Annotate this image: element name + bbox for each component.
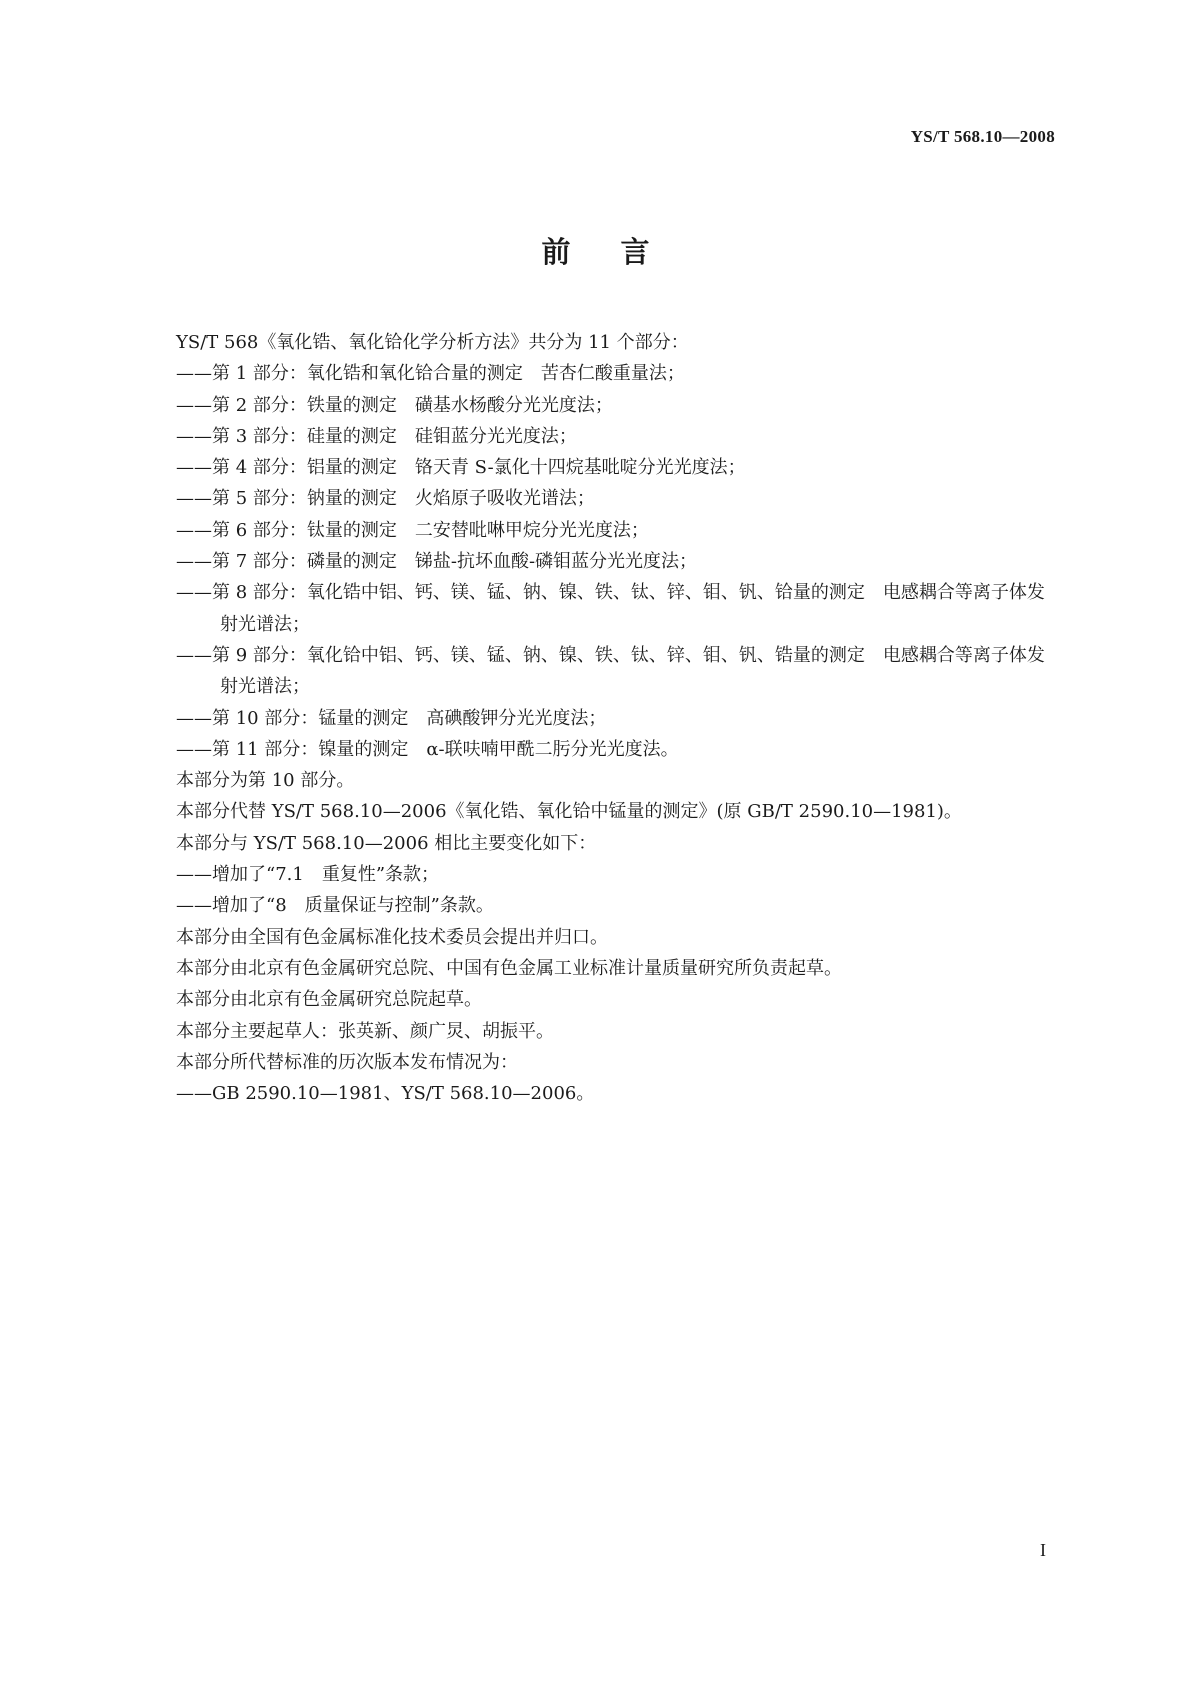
paragraph: 本部分由全国有色金属标准化技术委员会提出并归口。 <box>176 926 608 948</box>
list-item: ——GB 2590.10—1981、YS/T 568.10—2006。 <box>176 1083 595 1105</box>
paragraph: 本部分与 YS/T 568.10—2006 相比主要变化如下： <box>176 832 597 854</box>
paragraph: 本部分由北京有色金属研究总院、中国有色金属工业标准计量质量研究所负责起草。 <box>176 957 842 979</box>
paragraph: 本部分代替 YS/T 568.10—2006《氧化锆、氧化铪中锰量的测定》(原 GB/T 2590.10—1981)。 <box>176 801 962 823</box>
list-item: ——第 8 部分：氧化锆中铝、钙、镁、锰、钠、镍、铁、钛、锌、钼、钒、铪量的测定 电感耦合等离子体发射光谱法； <box>176 582 1045 635</box>
list-item: ——第 6 部分：钛量的测定 二安替吡啉甲烷分光光度法； <box>176 519 649 541</box>
paragraph: YS/T 568《氧化锆、氧化铪化学分析方法》共分为 11 个部分： <box>176 332 689 353</box>
foreword-body <box>176 327 1056 1109</box>
list-item: ——第 2 部分：铁量的测定 磺基水杨酸分光光度法； <box>176 394 613 416</box>
list-item: ——第 3 部分：硅量的测定 硅钼蓝分光光度法； <box>176 425 577 447</box>
paragraph: 本部分所代替标准的历次版本发布情况为： <box>176 1051 518 1073</box>
list-item: ——第 7 部分：磷量的测定 锑盐-抗坏血酸-磷钼蓝分光光度法； <box>176 551 698 573</box>
standard-number: YS/T 568.10—2008 <box>910 127 1055 146</box>
list-item: ——第 10 部分：锰量的测定 高碘酸钾分光光度法； <box>176 707 607 729</box>
list-item: ——第 11 部分：镍量的测定 α-联呋喃甲酰二肟分光光度法。 <box>176 738 679 760</box>
list-item: ——第 9 部分：氧化铪中铝、钙、镁、锰、钠、镍、铁、钛、锌、钼、钒、锆量的测定 电感耦合等离子体发射光谱法； <box>176 644 1045 698</box>
list-item: ——第 1 部分：氧化锆和氧化铪合量的测定 苦杏仁酸重量法； <box>176 363 685 385</box>
list-item: ——增加了“8 质量保证与控制”条款。 <box>176 895 494 917</box>
paragraph: 本部分由北京有色金属研究总院起草。 <box>176 989 482 1011</box>
page-title: 前言 <box>541 235 700 269</box>
list-item: ——第 5 部分：钠量的测定 火焰原子吸收光谱法； <box>176 488 595 510</box>
list-item: ——第 4 部分：铝量的测定 铬天青 S-氯化十四烷基吡啶分光光度法； <box>176 457 746 479</box>
paragraph: 本部分为第 10 部分。 <box>176 770 355 792</box>
paragraph: 本部分主要起草人：张英新、颜广炅、胡振平。 <box>176 1020 554 1042</box>
page-number: I <box>1040 1540 1046 1560</box>
list-item: ——增加了“7.1 重复性”条款； <box>176 864 440 886</box>
